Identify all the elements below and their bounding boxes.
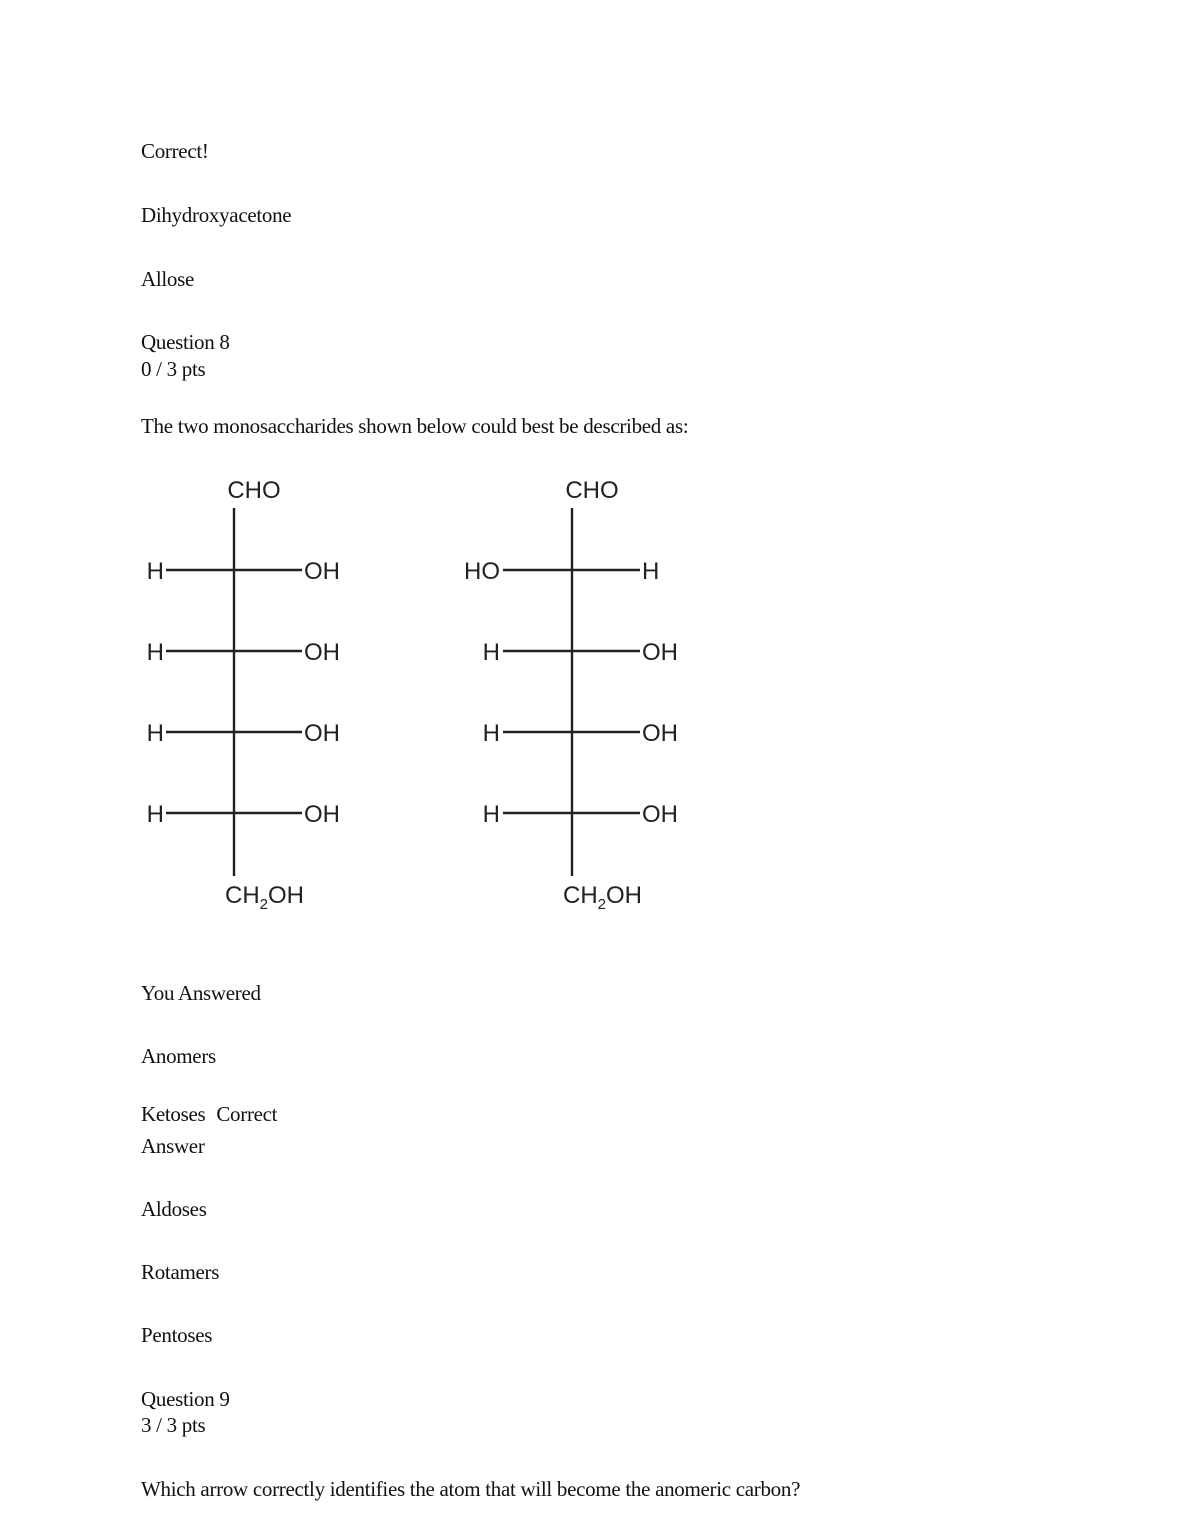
left-row-3-right: OH xyxy=(304,720,340,747)
right-row-1-left: HO xyxy=(464,558,500,585)
left-fischer-projection xyxy=(147,477,340,913)
left-row-3-left: H xyxy=(146,720,164,747)
right-row-3-left: H xyxy=(482,720,500,747)
answer-option-ketoses[interactable] xyxy=(141,1101,277,1128)
correct-answer-tag-continued: Answer xyxy=(141,1134,205,1158)
question-9-prompt: Which arrow correctly identifies the atom that will become the anomeric carbon? xyxy=(141,1477,801,1501)
correct-feedback-label: Correct! xyxy=(141,139,209,163)
left-row-1-right: OH xyxy=(304,558,340,585)
answer-option-aldoses[interactable]: Aldoses xyxy=(141,1197,207,1221)
you-answered-label: You Answered xyxy=(141,981,261,1005)
right-row-3-right: OH xyxy=(642,720,678,747)
question-9-title: Question 9 xyxy=(141,1387,230,1411)
right-fischer-projection xyxy=(464,477,678,913)
answer-option-ketoses-label: Ketoses xyxy=(141,1102,206,1126)
left-row-4-right: OH xyxy=(304,801,340,828)
left-row-2-left: H xyxy=(146,639,164,666)
answer-option-dihydroxyacetone[interactable]: Dihydroxyacetone xyxy=(141,203,292,227)
right-bottom-group: $CH_2OH$ xyxy=(563,882,643,913)
answer-option-rotamers[interactable]: Rotamers xyxy=(141,1260,220,1284)
left-top-group: CHO xyxy=(227,477,281,504)
left-row-2-right: OH xyxy=(304,639,340,666)
right-row-4-left: H xyxy=(482,801,500,828)
right-top-group: CHO xyxy=(565,477,619,504)
question-8-title: Question 8 xyxy=(141,330,230,354)
answer-option-allose[interactable]: Allose xyxy=(141,267,195,291)
right-row-1-right: H xyxy=(642,558,660,585)
right-row-4-right: OH xyxy=(642,801,678,828)
answer-option-pentoses[interactable]: Pentoses xyxy=(141,1323,213,1347)
left-row-4-left: H xyxy=(146,801,164,828)
answer-option-anomers[interactable]: Anomers xyxy=(141,1044,216,1068)
question-9-points: 3 / 3 pts xyxy=(141,1413,206,1437)
left-row-1-left: H xyxy=(146,558,164,585)
correct-answer-tag: Correct xyxy=(216,1102,278,1126)
question-8-prompt: The two monosaccharides shown below could best be described as: xyxy=(141,414,689,438)
right-row-2-left: H xyxy=(482,639,500,666)
question-8-points: 0 / 3 pts xyxy=(141,357,206,381)
left-bottom-group: $CH_2OH$ xyxy=(225,882,305,913)
fischer-projections-figure xyxy=(0,460,760,930)
right-row-2-right: OH xyxy=(642,639,678,666)
